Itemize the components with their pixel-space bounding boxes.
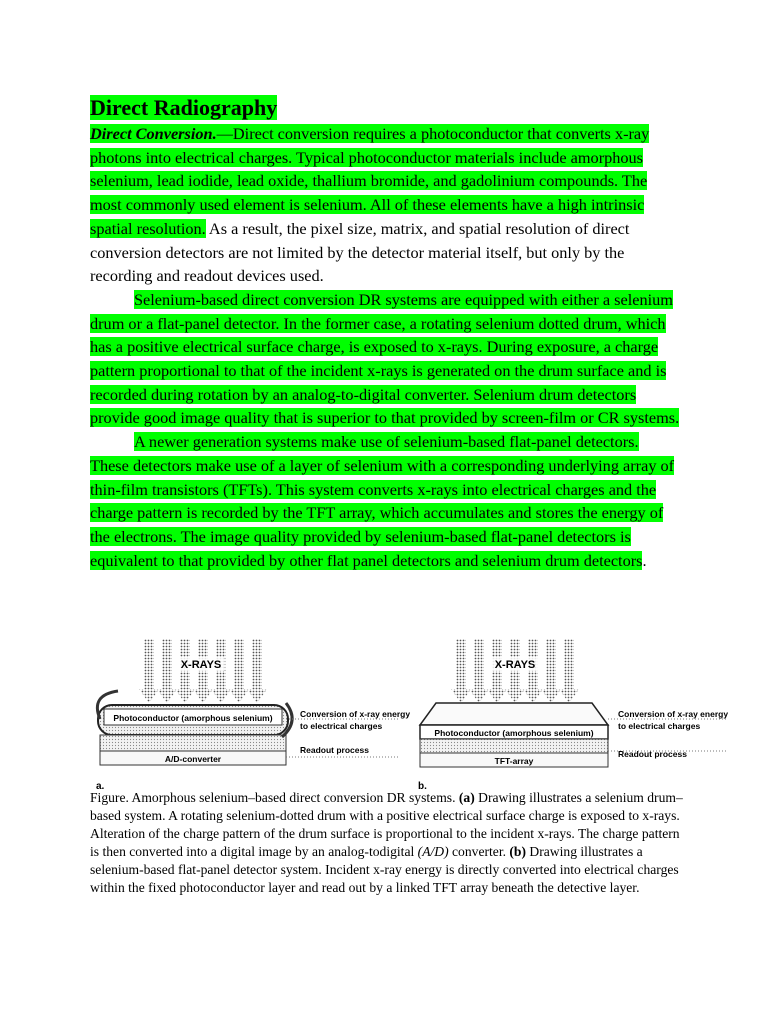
- conversion-label-b-2: to electrical charges: [618, 721, 701, 731]
- xrays-label-b: X-RAYS: [494, 659, 536, 671]
- readout-label-b: Readout process: [618, 749, 687, 759]
- page-title: Direct Radiography: [90, 95, 278, 120]
- figure-diagram: [90, 633, 730, 793]
- body-text: [90, 122, 680, 572]
- figure: [90, 633, 730, 793]
- ad-converter-label: A/D-converter: [164, 754, 222, 764]
- panel-a-letter: a.: [96, 781, 105, 792]
- paragraph-1-plain: As a result, the pixel size, matrix, and spatial resolution of direct conversion detectors are not limited by the detector material itself, but only by the recording and readout devices used.: [90, 218, 630, 286]
- panel-a: [96, 639, 410, 792]
- conversion-label-b-1: Conversion of x-ray energy: [618, 709, 729, 719]
- paragraph-3-highlighted: A newer generation systems make use of selenium-based flat-panel detectors. These detectors make use of a layer of selenium with a corresponding underlying array of thin-film transistors (TFTs). This system converts x-rays into electrical charges and the charge pattern is recorded by the TFT array, which accumulates and stores the energy of the electrons. The image quality provided by selenium-based flat-panel detectors is equivalent to that provided by other flat panel detectors and selenium drum detectors: [90, 432, 675, 570]
- photoconductor-label-b: Photoconductor (amorphous selenium): [434, 728, 594, 738]
- figure-caption: Figure. Amorphous selenium–based direct conversion DR systems. (a) Drawing illustrates a selenium drum–based system. A rotating selenium-dotted drum with a positive electrical surface charge is exposed to x-rays. Alteration of the charge pattern of the drum surface is proportional to the incident x-rays. The charge pattern is then converted into a digital image by an analog-todigital (A/D) converter. (b) Drawing illustrates a selenium-based flat-panel detector system. Incident x-ray energy is directly converted into electrical charges within the fixed photoconductor layer and read out by a linked TFT array beneath the detective layer.: [90, 790, 683, 895]
- conversion-label-a-1: Conversion of x-ray energy: [300, 709, 411, 719]
- panel-b: [418, 639, 728, 792]
- paragraph-1-highlighted: —Direct conversion requires a photoconductor that converts x-ray photons into electrical charges. Typical photoconductor materials include amorphous selenium, lead iodide, lead oxide, thallium bromide, and gadolinium compounds. The most commonly used element is selenium. All of these elements have a high intrinsic spatial resolution.: [90, 124, 650, 238]
- tft-array-label: TFT-array: [494, 756, 534, 766]
- direct-conversion-lead: Direct Conversion.: [90, 124, 217, 143]
- conversion-label-a-2: to electrical charges: [300, 721, 383, 731]
- panel-b-letter: b.: [418, 781, 427, 792]
- xrays-label-a: X-RAYS: [180, 659, 222, 671]
- paragraph-direct-conversion: [90, 122, 680, 288]
- readout-label-a: Readout process: [300, 745, 369, 755]
- paragraph-selenium-drum: Selenium-based direct conversion DR systems are equipped with either a selenium drum or a flat-panel detector. In the former case, a rotating selenium dotted drum, which has a positive electrical surface charge, is exposed to x-rays. During exposure, a charge pattern proportional to that of the incident x-rays is generated on the drum surface and is recorded during rotation by an analog-to-digital converter. Selenium drum detectors provide good image quality that is superior to that provided by screen-film or CR systems.: [90, 289, 680, 428]
- photoconductor-label-a: Photoconductor (amorphous selenium): [113, 713, 273, 723]
- ad-converter-block: [100, 735, 286, 753]
- paragraph-flat-panel: A newer generation systems make use of selenium-based flat-panel detectors. These detectors make use of a layer of selenium with a corresponding underlying array of thin-film transistors (TFTs). This system converts x-rays into electrical charges and the charge pattern is recorded by the TFT array, which accumulates and stores the energy of the electrons. The image quality provided by selenium-based flat-panel detectors is equivalent to that provided by other flat panel detectors and selenium drum detectors.: [90, 432, 675, 570]
- flat-panel-top: [420, 703, 608, 725]
